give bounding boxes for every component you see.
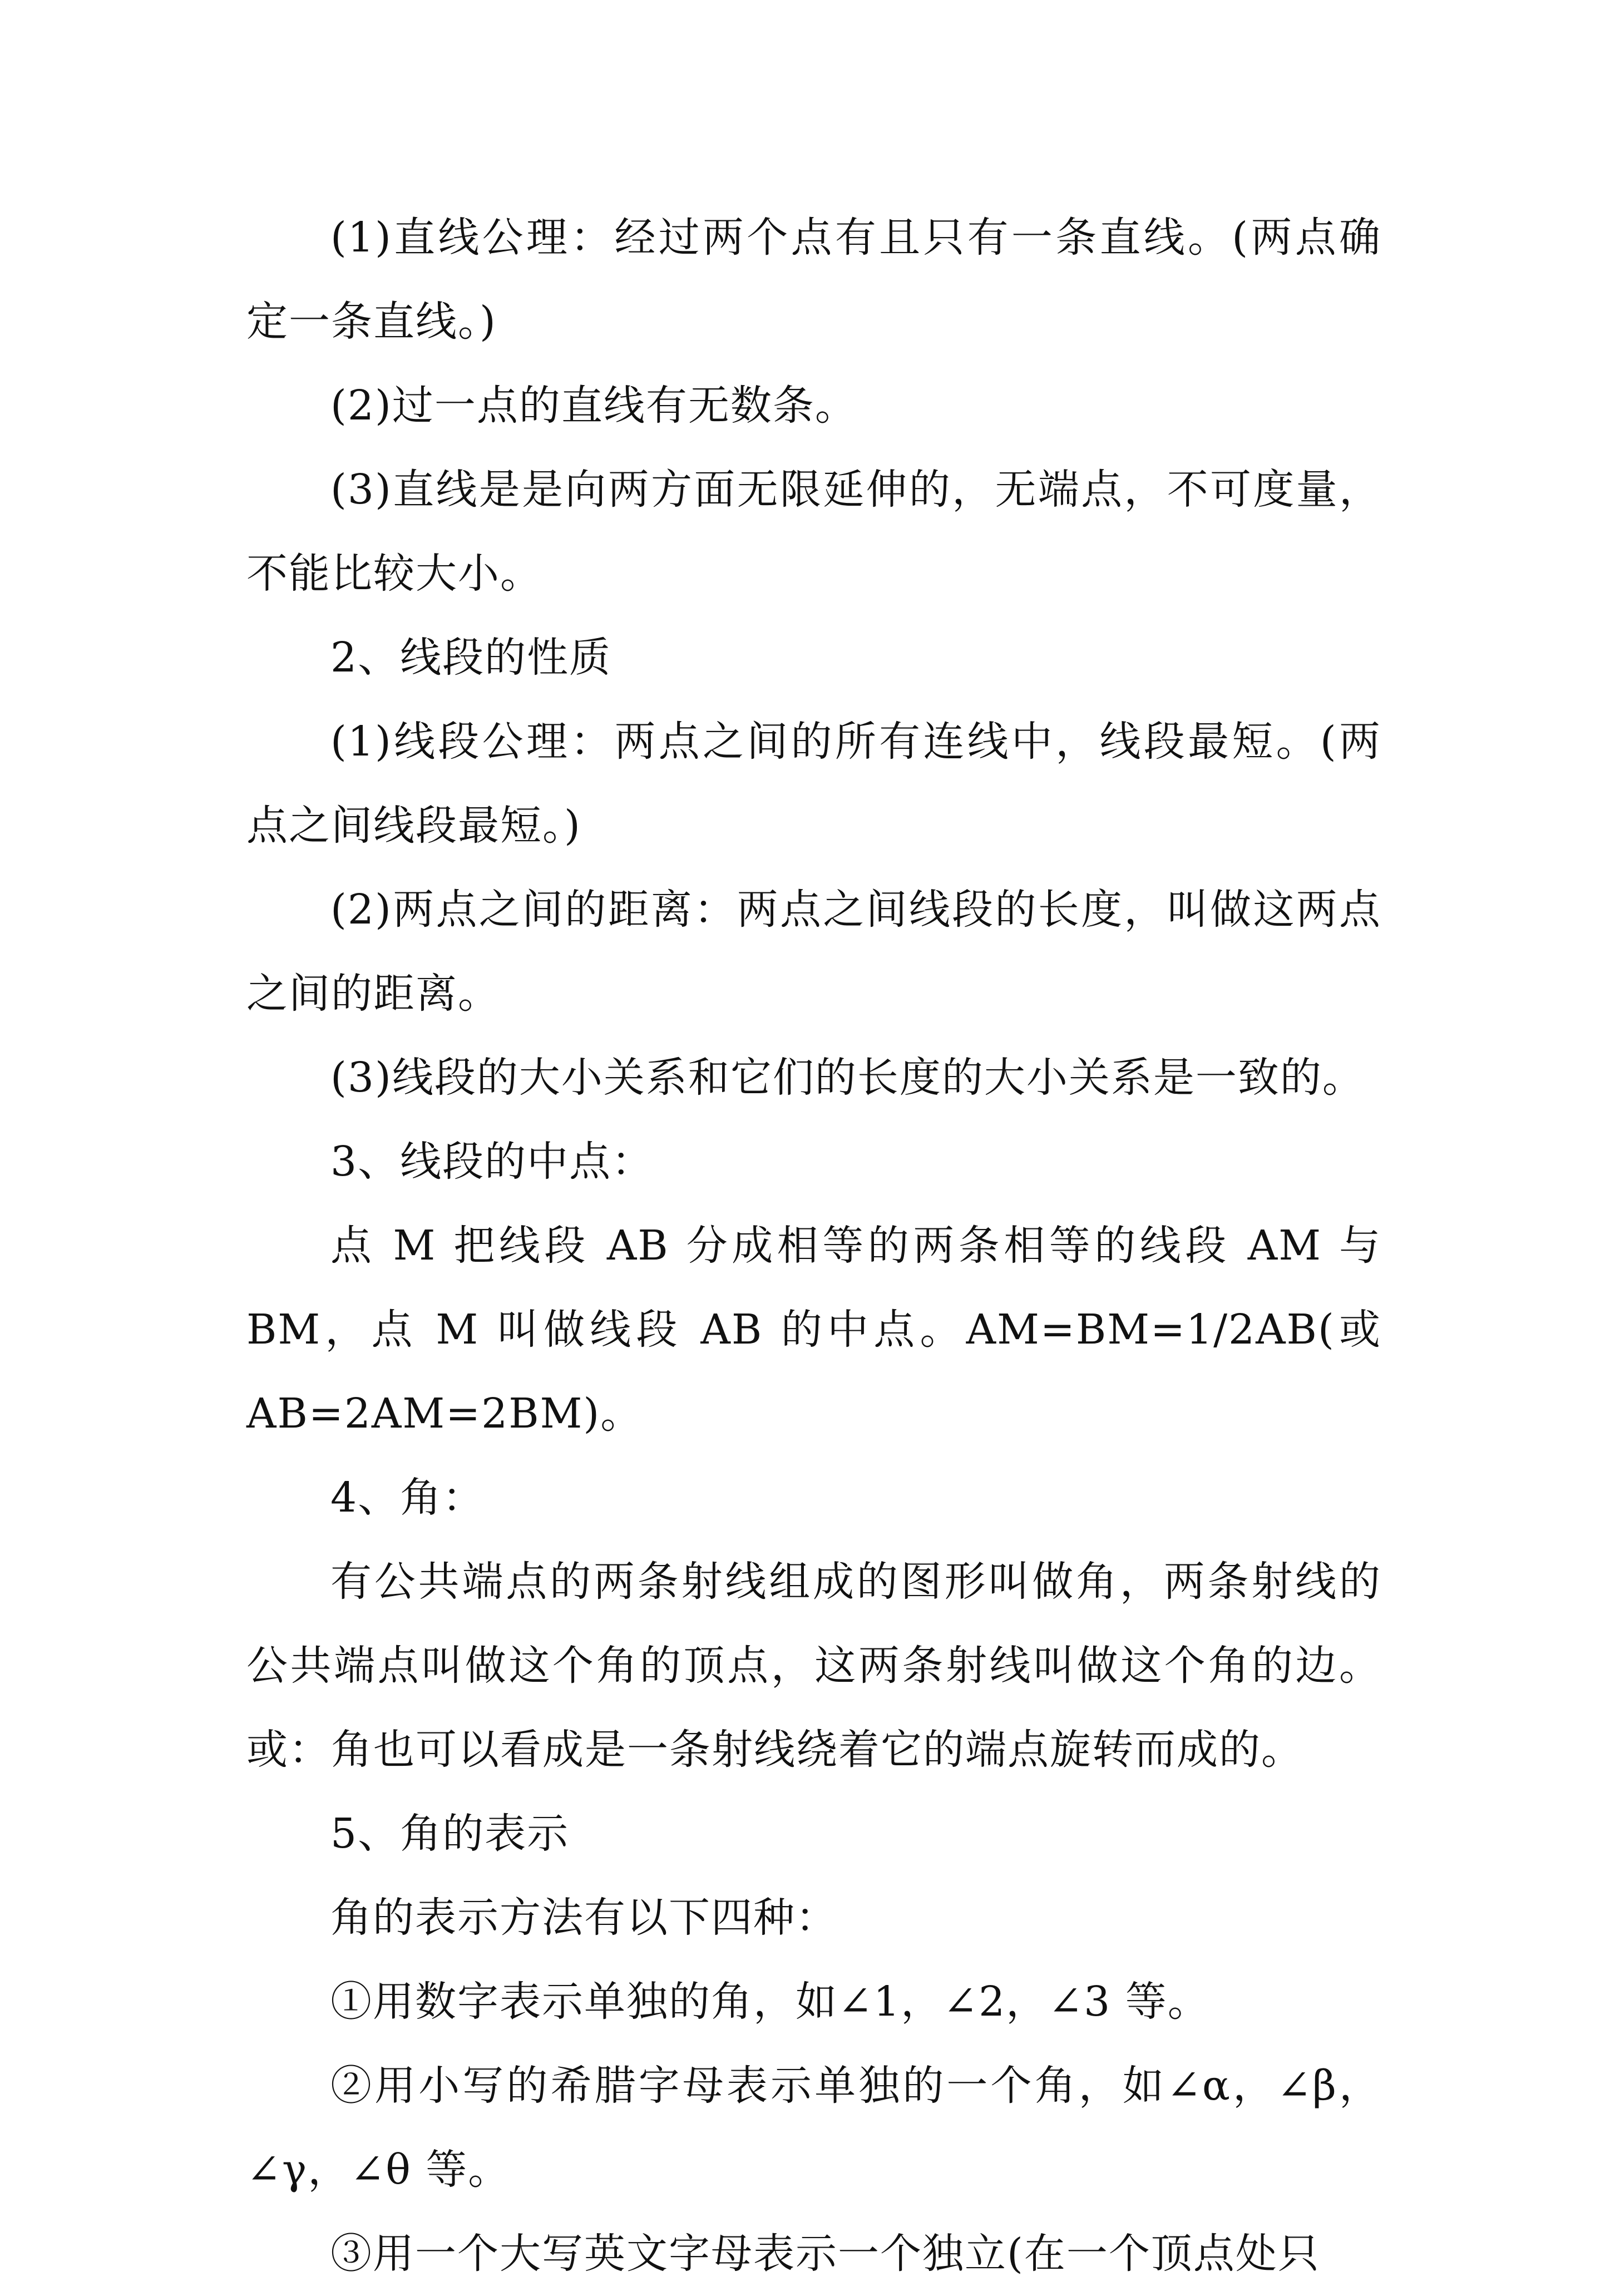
paragraph-angle-definition: 有公共端点的两条射线组成的图形叫做角，两条射线的公共端点叫做这个角的顶点，这两条射线叫做这个角的边。或：角也可以看成是一条射线绕着它的端点旋转而成的。 <box>246 1558 1381 1774</box>
document-body <box>246 196 1381 2296</box>
list-item-numeric-notation: ①用数字表示单独的角，如∠1，∠2，∠3 等。 <box>330 1978 1210 2026</box>
paragraph-lines-through-point: (2)过一点的直线有无数条。 <box>330 382 857 429</box>
heading-angle: 4、角： <box>330 1474 485 1522</box>
paragraph-distance-definition: (2)两点之间的距离：两点之间线段的长度，叫做这两点之间的距离。 <box>246 886 1381 1018</box>
heading-angle-notation: 5、角的表示 <box>330 1810 570 1858</box>
list-item-greek-notation: ②用小写的希腊字母表示单独的一个角，如∠α，∠β，∠γ，∠θ 等。 <box>246 2062 1381 2194</box>
list-item-letter-notation: ③用一个大写英文字母表示一个独立(在一个顶点处只 <box>330 2230 1320 2278</box>
paragraph-midpoint-definition: 点 M 把线段 AB 分成相等的两条相等的线段 AM 与 BM，点 M 叫做线段 AB 的中点。AM=BM=1/2AB(或 AB=2AM=2BM)。 <box>246 1222 1381 1438</box>
paragraph-segment-axiom: (1)线段公理：两点之间的所有连线中，线段最短。(两点之间线段最短。) <box>246 718 1381 850</box>
paragraph-line-axiom: (1)直线公理：经过两个点有且只有一条直线。(两点确定一条直线。) <box>246 214 1381 345</box>
paragraph-segment-comparison: (3)线段的大小关系和它们的长度的大小关系是一致的。 <box>330 1054 1365 1102</box>
heading-segment-midpoint: 3、线段的中点： <box>330 1138 654 1186</box>
paragraph-line-properties: (3)直线是是向两方面无限延伸的，无端点，不可度量，不能比较大小。 <box>246 466 1381 598</box>
paragraph-notation-intro: 角的表示方法有以下四种： <box>330 1894 838 1942</box>
heading-segment-properties: 2、线段的性质 <box>330 634 612 682</box>
